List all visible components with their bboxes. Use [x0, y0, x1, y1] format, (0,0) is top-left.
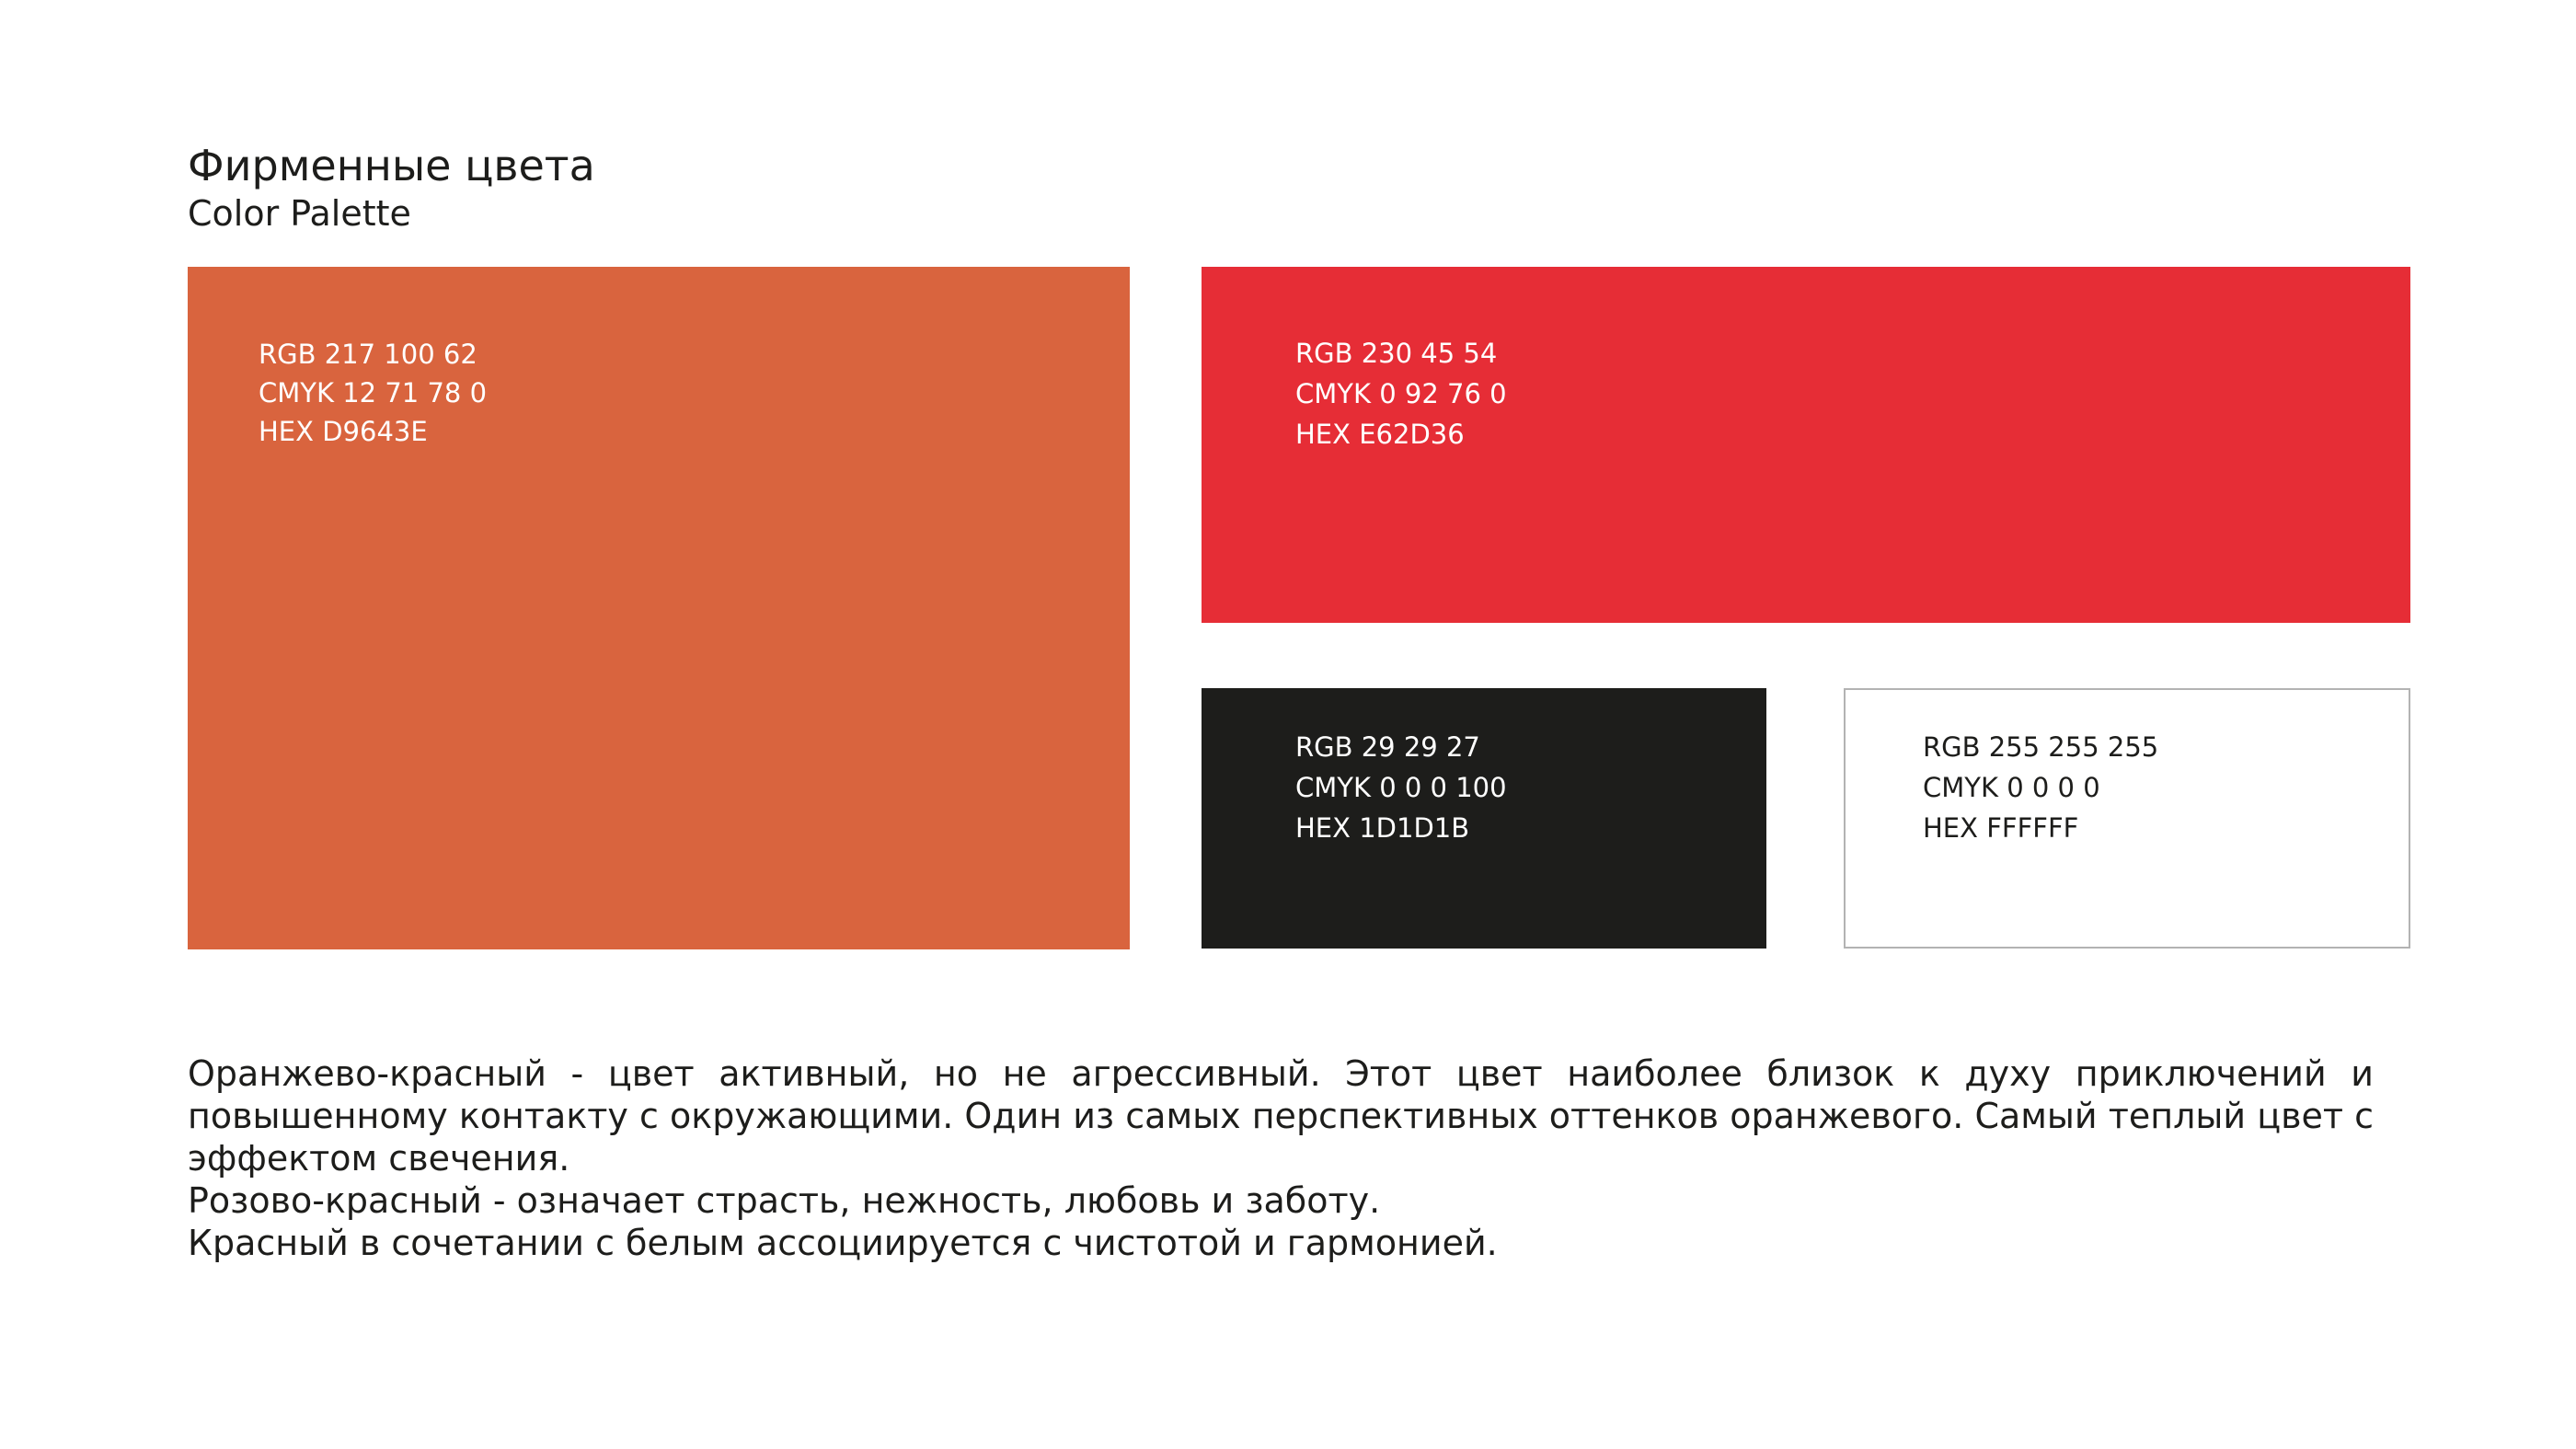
hex-value: HEX 1D1D1B: [1295, 812, 1470, 844]
color-swatch-orange: [188, 267, 1130, 949]
page-subtitle: Color Palette: [188, 193, 411, 234]
rgb-value: RGB 230 45 54: [1295, 338, 1498, 369]
hex-value: HEX D9643E: [259, 416, 428, 447]
color-codes: [259, 335, 487, 451]
rgb-value: RGB 255 255 255: [1923, 731, 2159, 763]
color-codes: [1295, 727, 1507, 848]
description-red-white: Красный в сочетании с белым ассоциируется с чистотой и гармонией.: [188, 1223, 1498, 1263]
color-codes: [1923, 727, 2158, 848]
hex-value: HEX E62D36: [1295, 419, 1465, 450]
rgb-value: RGB 29 29 27: [1295, 731, 1480, 763]
color-swatch-black: [1202, 688, 1766, 949]
description-pink-red: Розово-красный - означает страсть, нежность, любовь и заботу.: [188, 1180, 1381, 1221]
rgb-value: RGB 217 100 62: [259, 339, 477, 370]
color-codes: [1295, 333, 1507, 454]
cmyk-value: CMYK 0 0 0 100: [1295, 772, 1507, 803]
hex-value: HEX FFFFFF: [1923, 812, 2079, 844]
cmyk-value: CMYK 0 92 76 0: [1295, 378, 1507, 409]
description-orange: Оранжево-красный - цвет активный, но не агрессивный. Этот цвет наиболее близок к духу приключений и повышенному контакту с окружающими. Один из самых перспективных оттенков оранжевого. Самый теплый цвет с эффектом свечения.: [188, 1053, 2374, 1179]
palette-description: [188, 1052, 2374, 1264]
color-swatch-red: [1202, 267, 2410, 623]
page-title: Фирменные цвета: [188, 141, 595, 190]
cmyk-value: CMYK 0 0 0 0: [1923, 772, 2100, 803]
cmyk-value: CMYK 12 71 78 0: [259, 377, 488, 408]
color-swatch-white: [1844, 688, 2410, 949]
